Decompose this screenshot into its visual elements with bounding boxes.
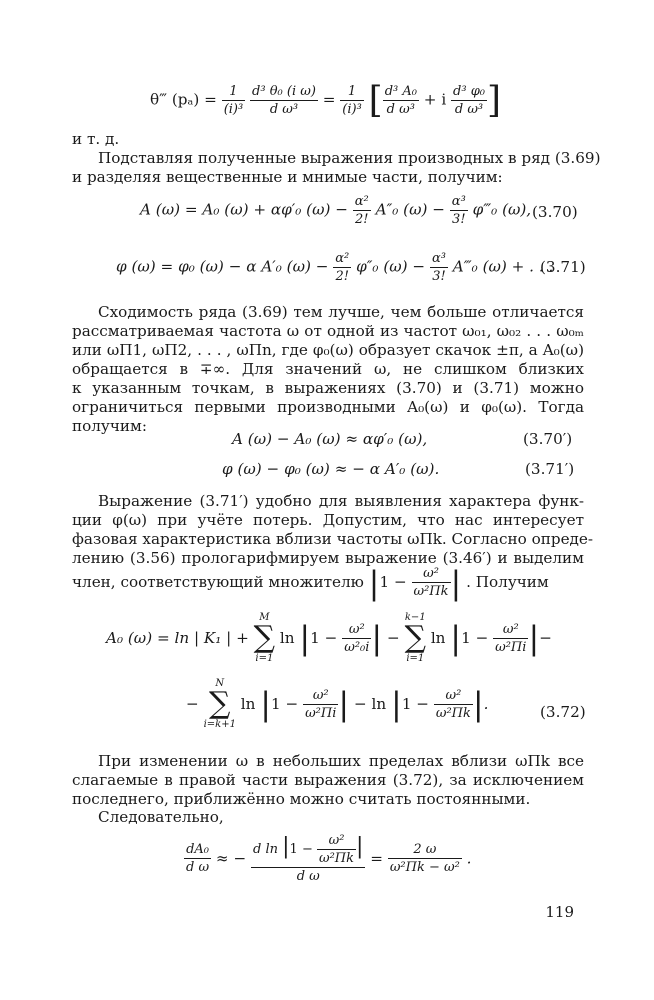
text-line-15 [72, 565, 592, 605]
f1-eq: = [322, 90, 336, 109]
equation-number-3-70-prime: (3.70′) [523, 430, 573, 448]
equation-number-3-70: (3.70) [532, 203, 578, 221]
text-line-11: Выражение (3.71′) удобно для выявления характера функ- [98, 492, 584, 510]
fin-lhs-frac: $\frac{\text{dA₀}}{\text{d ω}}$ [186, 842, 210, 875]
text-line-5: рассматриваемая частота ω от одной из частот ω₀₁, ω₀₂ . . . ω₀ₘ [72, 322, 584, 340]
f371-frac-alpha3: $\frac{\text{α³}}{3!}$ [431, 251, 446, 284]
formula-3-72-line-1: A₀ (ω) = ln | K₁ | + M ∑ i=1 ln |1 − $\frac{\text{ω²}}{\text{ω²₀i}}$ | − k−1 ∑ i=1 ln |1 − $\frac{\text{ω²}}{\text{ω²Пi}}$ |− [106, 612, 552, 664]
equation-number-3-72: (3.72) [540, 703, 586, 721]
text-line-15-end: . Получим [466, 573, 549, 591]
f1-frac-1: $\frac{\text{d³ θ₀ (i ω)}}{\text{d ω³}}$ [252, 84, 316, 117]
f1-frac-0: $\frac{1}{\text{(i)³}}$ [223, 84, 244, 117]
f372-frac-pk: $\frac{\text{ω²}}{\text{ω²Пk}}$ [435, 687, 471, 721]
text-line-6: или ωП1, ωП2, . . . , ωПn, где φ₀(ω) образует скачок ±π, а A₀(ω) [72, 341, 584, 359]
abs-right: | [450, 563, 462, 602]
f370-frac-alpha2: $\frac{\text{α²}}{2!}$ [354, 194, 369, 227]
text-line-14: лению (3.56) прологарифмируем выражение (3.46′) и выделим [72, 549, 584, 567]
f1-lhs: θ‴ (pₐ) = [150, 90, 217, 109]
fin-mid-frac: d ln |1 − $\frac{\text{ω²}}{\text{ω²Пk}}$ | d ω [253, 833, 364, 884]
f1-left-bracket: [ [368, 80, 383, 121]
f372-frac-0i: $\frac{\text{ω²}}{\text{ω²₀i}}$ [344, 621, 370, 655]
text-line-7: обращается в ∓∞. Для значений ω, не слишком близких [72, 360, 584, 378]
f1-frac-0b: $\frac{1}{\text{(i)³}}$ [342, 84, 362, 117]
f1-plus-i: + i [423, 90, 447, 109]
text-line-16: При изменении ω в небольших пределах вблизи ωПk все [98, 752, 584, 770]
text-line-18: последнего, приближённо можно считать постоянными. [72, 790, 531, 808]
f1-frac-2: $\frac{\text{d³ A₀}}{\text{d ω³}}$ [384, 84, 417, 117]
text-line-9: ограничиться первыми производными A₀(ω) и φ₀(ω). Тогда [72, 398, 584, 416]
formula-3-70: A (ω) = A₀ (ω) + αφ′₀ (ω) − $\frac{\text{α²}}{2!}$ A″₀ (ω) − $\frac{\text{α³}}{3!}$ φ‴₀ (ω), [140, 194, 532, 227]
text-line-19: Следовательно, [98, 808, 224, 826]
sum-1: M ∑ i=1 [253, 612, 276, 664]
equation-number-3-71: (3.71) [540, 258, 586, 276]
sum-3: N ∑ i=k+1 [203, 678, 236, 730]
sum-2: k−1 ∑ i=1 [404, 612, 426, 664]
formula-3-71-prime: φ (ω) − φ₀ (ω) ≈ − α A′₀ (ω). [222, 460, 440, 478]
formula-3-72-line-2: − N ∑ i=k+1 ln |1 − $\frac{\text{ω²}}{\text{ω²Пi}}$ | − ln |1 − $\frac{\text{ω²}}{\text{ω²Пk}}$ |. [186, 678, 489, 730]
text-line-10: получим: [72, 417, 147, 435]
formula-theta-third-derivative [150, 80, 501, 121]
page-number: 119 [545, 903, 574, 921]
text-line-13: фазовая характеристика вблизи частоты ωПk. Согласно опреде- [72, 530, 594, 548]
f372-frac-pi: $\frac{\text{ω²}}{\text{ω²Пi}}$ [495, 621, 527, 655]
f371-frac-alpha2: $\frac{\text{α²}}{2!}$ [335, 251, 350, 284]
text-line-8: к указанным точкам, в выражениях (3.70) и (3.71) можно [72, 379, 584, 397]
factor-one-minus: 1 − [379, 573, 407, 591]
f1-right-bracket: ] [487, 80, 502, 121]
fin-rhs-frac: $\frac{2 \omega}{\text{ω²Пk − ω²}}$ [389, 842, 460, 875]
formula-3-70-prime: A (ω) − A₀ (ω) ≈ αφ′₀ (ω), [232, 430, 428, 448]
f1-frac-3: $\frac{\text{d³ φ₀}}{\text{d ω³}}$ [453, 84, 486, 117]
text-line-12: ции φ(ω) при учёте потерь. Допустим, что нас интересует [72, 511, 584, 529]
text-line-3: и разделяя вещественные и мнимые части, получим: [72, 168, 503, 186]
formula-final-derivative: $\frac{\text{dA₀}}{\text{d ω}}$ ≈ − d ln |1 − $\frac{\text{ω²}}{\text{ω²Пk}}$ | d ω = $\frac{2 \omega}{\text{ω²Пk − ω²}}$ . [186, 833, 472, 884]
f372-frac-pi-b: $\frac{\text{ω²}}{\text{ω²Пi}}$ [305, 687, 337, 721]
text-line-1: и т. д. [72, 130, 120, 148]
abs-left: | [368, 563, 380, 602]
equation-number-3-71-prime: (3.71′) [525, 460, 575, 478]
factor-frac: $\frac{\text{ω²}}{\text{ω²Пk}}$ [413, 566, 449, 599]
f370-frac-alpha3: $\frac{\text{α³}}{3!}$ [451, 194, 466, 227]
text-line-17: слагаемые в правой части выражения (3.72), за исключением [72, 771, 584, 789]
text-line-15-start: член, соответствующий множителю [72, 573, 364, 591]
text-line-4: Сходимость ряда (3.69) тем лучше, чем больше отличается [98, 303, 584, 321]
text-line-2: Подставляя полученные выражения производных в ряд (3.69) [98, 149, 601, 167]
formula-3-71: φ (ω) = φ₀ (ω) − α A′₀ (ω) − $\frac{\text{α²}}{2!}$ φ″₀ (ω) − $\frac{\text{α³}}{3!}$ A‴₀ (ω) + . . . [116, 251, 554, 284]
